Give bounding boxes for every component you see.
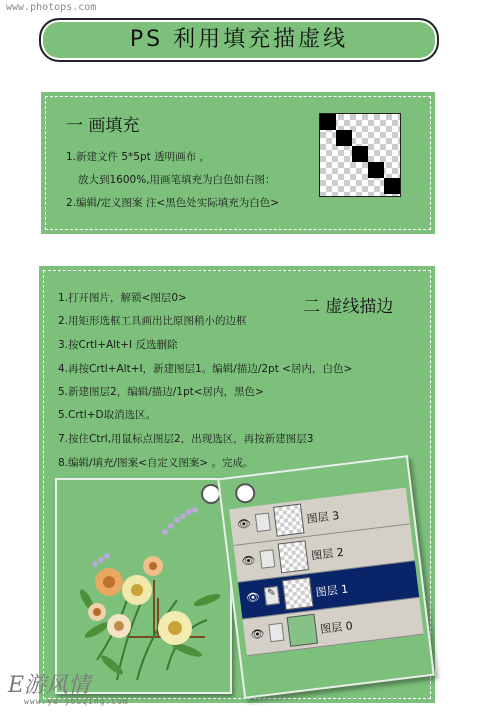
card-hole xyxy=(234,482,256,504)
pattern-pixel xyxy=(352,146,368,162)
section2-heading: 二 虚线描边 xyxy=(303,297,394,317)
page-title: PS 利用填充描虚线 xyxy=(129,27,349,52)
section1-line-2: 放大到1600%,用画笔填充为白色如右图： xyxy=(78,174,276,186)
section2-line-5: 5.新建图层2，编辑/描边/1pt<居内，黑色> xyxy=(58,386,264,398)
brush-icon[interactable]: ✎ xyxy=(264,586,280,606)
section2-line-7: 7.按住Ctrl,用鼠标点图层2，出现选区，再按新建图层3 xyxy=(58,433,314,445)
pattern-pixel xyxy=(384,178,400,194)
flower-illustration xyxy=(57,480,230,692)
watermark-url-bottom: www.ye-youqing.com xyxy=(24,697,129,706)
watermark-logo: E游风情 xyxy=(8,673,91,698)
layers-list xyxy=(229,488,424,657)
title-banner xyxy=(39,18,439,62)
section2-line-6: 5.Crtl+D取消选区。 xyxy=(58,409,157,421)
link-box[interactable] xyxy=(268,623,284,643)
section1-heading: 一 画填充 xyxy=(66,116,140,136)
link-box[interactable] xyxy=(259,549,275,569)
section2-line-1: 1.打开图片，解锁<图层0> xyxy=(58,292,187,304)
pattern-pixel xyxy=(320,114,336,130)
section2-line-8: 8.编辑/填充/图案<自定义图案> 。完成。 xyxy=(58,457,254,469)
section2-line-2: 2.用矩形选框工具画出比原图稍小的边框 xyxy=(58,315,247,327)
pattern-pixel xyxy=(368,162,384,178)
layer-name: 图层 2 xyxy=(310,545,345,563)
eye-icon[interactable]: 👁 xyxy=(236,516,252,532)
eye-icon[interactable]: 👁 xyxy=(249,626,266,642)
section2-line-4: 4.再按Crtl+Alt+I，新建图层1。编辑/描边/2pt <居内，白色> xyxy=(58,363,353,375)
layer-thumbnail xyxy=(273,504,304,537)
pattern-pixel xyxy=(336,130,352,146)
layer-name: 图层 1 xyxy=(315,582,349,600)
section1-line-1: 1.新建文件 5*5pt 透明画布 ， xyxy=(66,151,210,163)
layer-thumbnail xyxy=(278,540,309,573)
layer-name: 图层 0 xyxy=(319,619,354,637)
eye-icon[interactable]: 👁 xyxy=(240,553,257,569)
result-image-card xyxy=(55,478,232,694)
layer-name: 图层 3 xyxy=(306,508,340,526)
layers-panel-card xyxy=(217,455,435,699)
eye-icon[interactable]: 👁 xyxy=(245,590,261,605)
link-box[interactable] xyxy=(255,513,271,533)
watermark-url-top: www.photops.com xyxy=(6,2,97,13)
layer-thumbnail xyxy=(282,577,313,610)
section2-line-3: 3.按Crtl+Alt+I 反选删除 xyxy=(58,339,178,351)
layer-thumbnail xyxy=(287,614,318,647)
section1-line-3: 2.编辑/定义图案 注<黑色处实际填充为白色> xyxy=(66,197,279,209)
pattern-preview xyxy=(319,113,401,197)
